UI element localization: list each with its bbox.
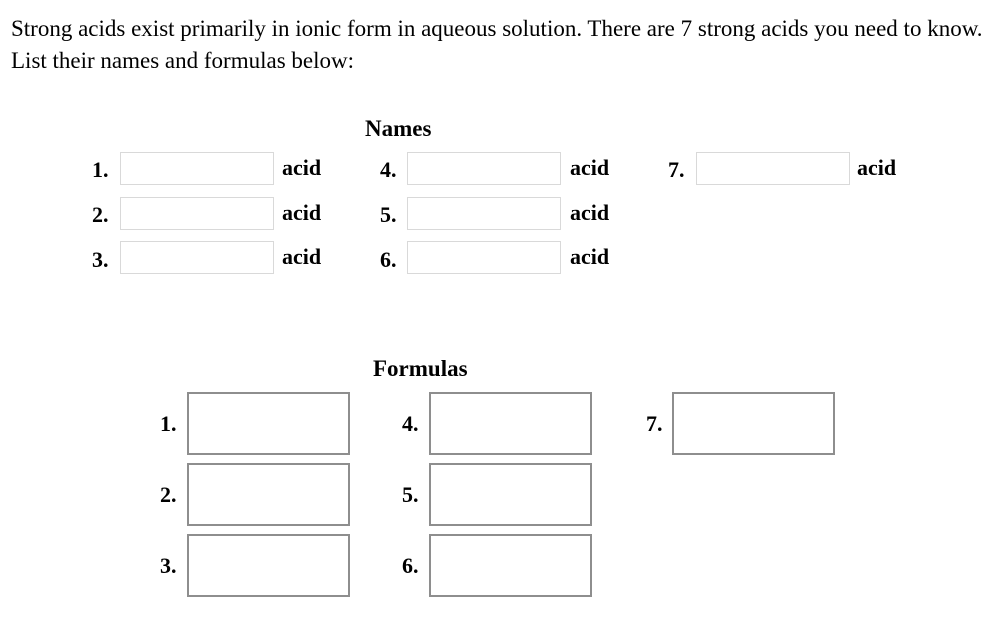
formula-3-number: 3. [160,553,177,578]
name-3-input[interactable] [120,241,274,274]
name-2-input[interactable] [120,197,274,230]
instructions-text: Strong acids exist primarily in ionic form in aqueous solution. There are 7 strong acids you need to know. List their names and formulas below: [11,16,983,73]
name-3-acid-label: acid [282,244,322,269]
formula-1-input[interactable] [187,392,350,455]
formula-6-number: 6. [402,553,419,578]
name-4-number: 4. [380,157,397,182]
name-5-number: 5. [380,202,397,227]
formula-5-number: 5. [402,482,419,507]
names-heading: Names [365,116,432,141]
name-6-number: 6. [380,247,397,272]
formula-5-input[interactable] [429,463,592,526]
formula-6-input[interactable] [429,534,592,597]
formula-7-input[interactable] [672,392,835,455]
formula-4-number: 4. [402,411,419,436]
name-6-input[interactable] [407,241,561,274]
formula-4-input[interactable] [429,392,592,455]
formula-7-number: 7. [646,411,663,436]
formulas-heading: Formulas [373,356,468,381]
name-7-acid-label: acid [857,155,897,180]
name-7-number: 7. [668,157,685,182]
formula-2-input[interactable] [187,463,350,526]
name-3-number: 3. [92,247,109,272]
name-1-acid-label: acid [282,155,322,180]
formula-3-input[interactable] [187,534,350,597]
formula-1-number: 1. [160,411,177,436]
name-5-input[interactable] [407,197,561,230]
name-6-acid-label: acid [570,244,610,269]
name-2-acid-label: acid [282,200,322,225]
name-2-number: 2. [92,202,109,227]
formula-2-number: 2. [160,482,177,507]
name-7-input[interactable] [696,152,850,185]
name-5-acid-label: acid [570,200,610,225]
name-1-input[interactable] [120,152,274,185]
name-1-number: 1. [92,157,109,182]
name-4-input[interactable] [407,152,561,185]
name-4-acid-label: acid [570,155,610,180]
